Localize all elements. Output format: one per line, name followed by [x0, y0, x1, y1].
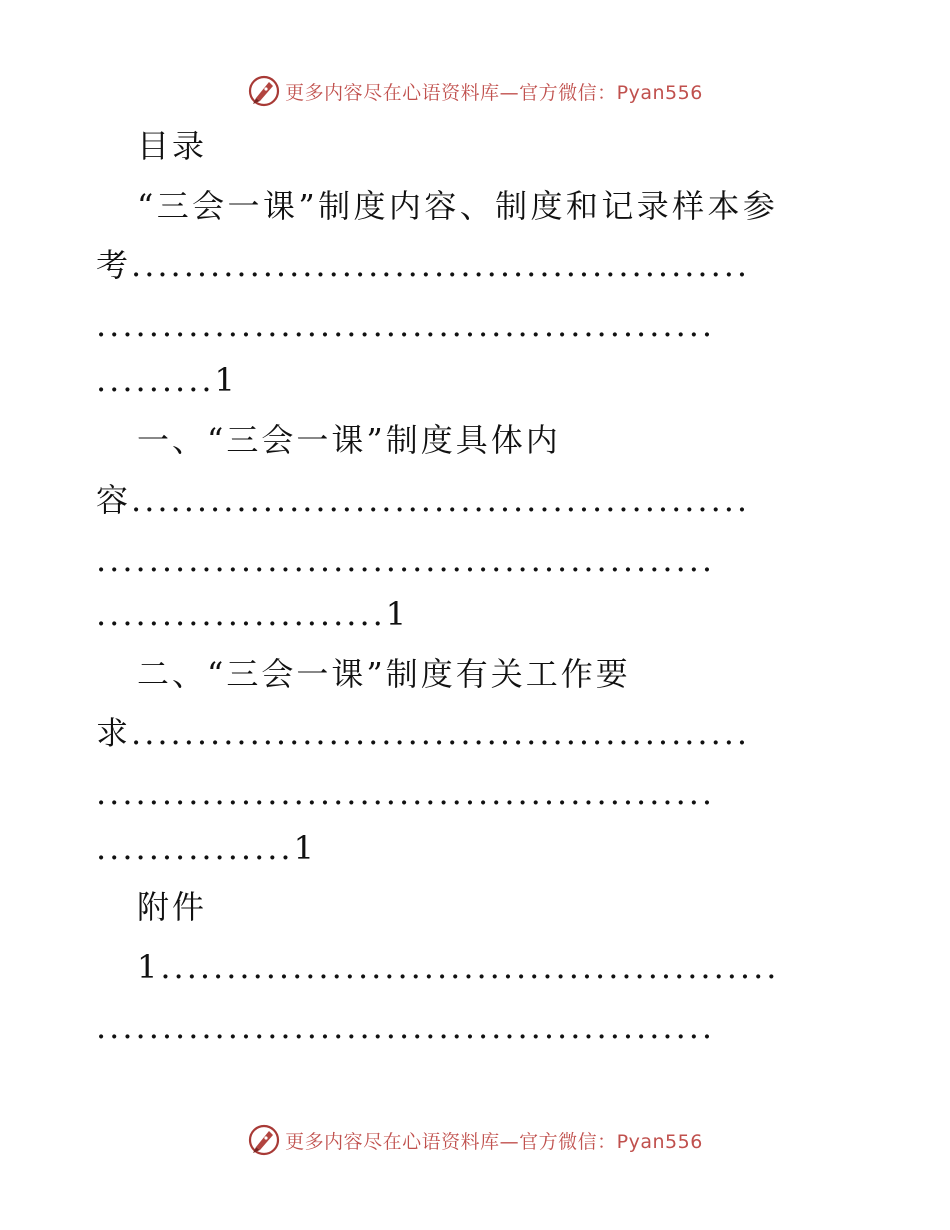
toc-entry-2-page[interactable]: 1 [385, 595, 410, 633]
appendix-entry-1-lead: 1 [137, 948, 161, 986]
toc-entry-2-leader: ............................................... [131, 481, 751, 519]
toc-entry-2-line2 [0, 480, 950, 520]
toc-entry-1-line2 [0, 245, 950, 285]
appendix-entry-1-leader-row [0, 1007, 950, 1047]
banner-text: 更多内容尽在心语资料库—官方微信：Pyan556 [285, 1130, 703, 1153]
leader-dots: ...................... [96, 595, 386, 633]
toc-entry-2-lead: 容 [96, 481, 132, 519]
toc-entry-3-end [0, 828, 950, 868]
leader-dots: ............................................... [96, 774, 716, 812]
toc-entry-3-leader: ............................................... [131, 714, 751, 752]
toc-entry-1-end [0, 360, 950, 400]
toc-entry-3-line2 [0, 713, 950, 753]
toc-entry-1-page[interactable]: 1 [214, 361, 238, 399]
header-banner [0, 71, 950, 111]
toc-entry-1-leader: ............................................... [131, 246, 751, 284]
leader-dots: ............................................... [96, 1008, 716, 1046]
banner-text: 更多内容尽在心语资料库—官方微信：Pyan556 [285, 81, 703, 104]
appendix-heading: 附件 [137, 888, 208, 926]
toc-entry-1-title: “三会一课”制度内容、制度和记录样本参 [137, 187, 779, 225]
toc-entry-1-lead: 考 [96, 246, 132, 284]
pen-nib-logo-icon [247, 1123, 281, 1157]
toc-entry-3-leader-row [0, 773, 950, 813]
toc-entry-3-page[interactable]: 1 [293, 829, 317, 867]
toc-entry-2-leader-row [0, 540, 950, 580]
leader-dots: ............... [96, 829, 294, 867]
toc-entry-1-leader-row [0, 305, 950, 345]
appendix-entry-1 [0, 947, 950, 987]
toc-entry-2-end [0, 594, 950, 634]
pen-nib-logo-icon [247, 74, 281, 108]
leader-dots: ............................................... [96, 541, 716, 579]
toc-entry-2-title: 一、“三会一课”制度具体内 [137, 421, 561, 459]
leader-dots: ............................................... [96, 306, 716, 344]
leader-dots: ......... [96, 361, 215, 399]
toc-heading: 目录 [137, 127, 208, 165]
appendix-entry-1-leader: ............................................... [160, 948, 780, 986]
footer-banner [0, 1120, 950, 1160]
toc-entry-3-title: 二、“三会一课”制度有关工作要 [137, 655, 631, 693]
toc-entry-3-lead: 求 [96, 714, 132, 752]
